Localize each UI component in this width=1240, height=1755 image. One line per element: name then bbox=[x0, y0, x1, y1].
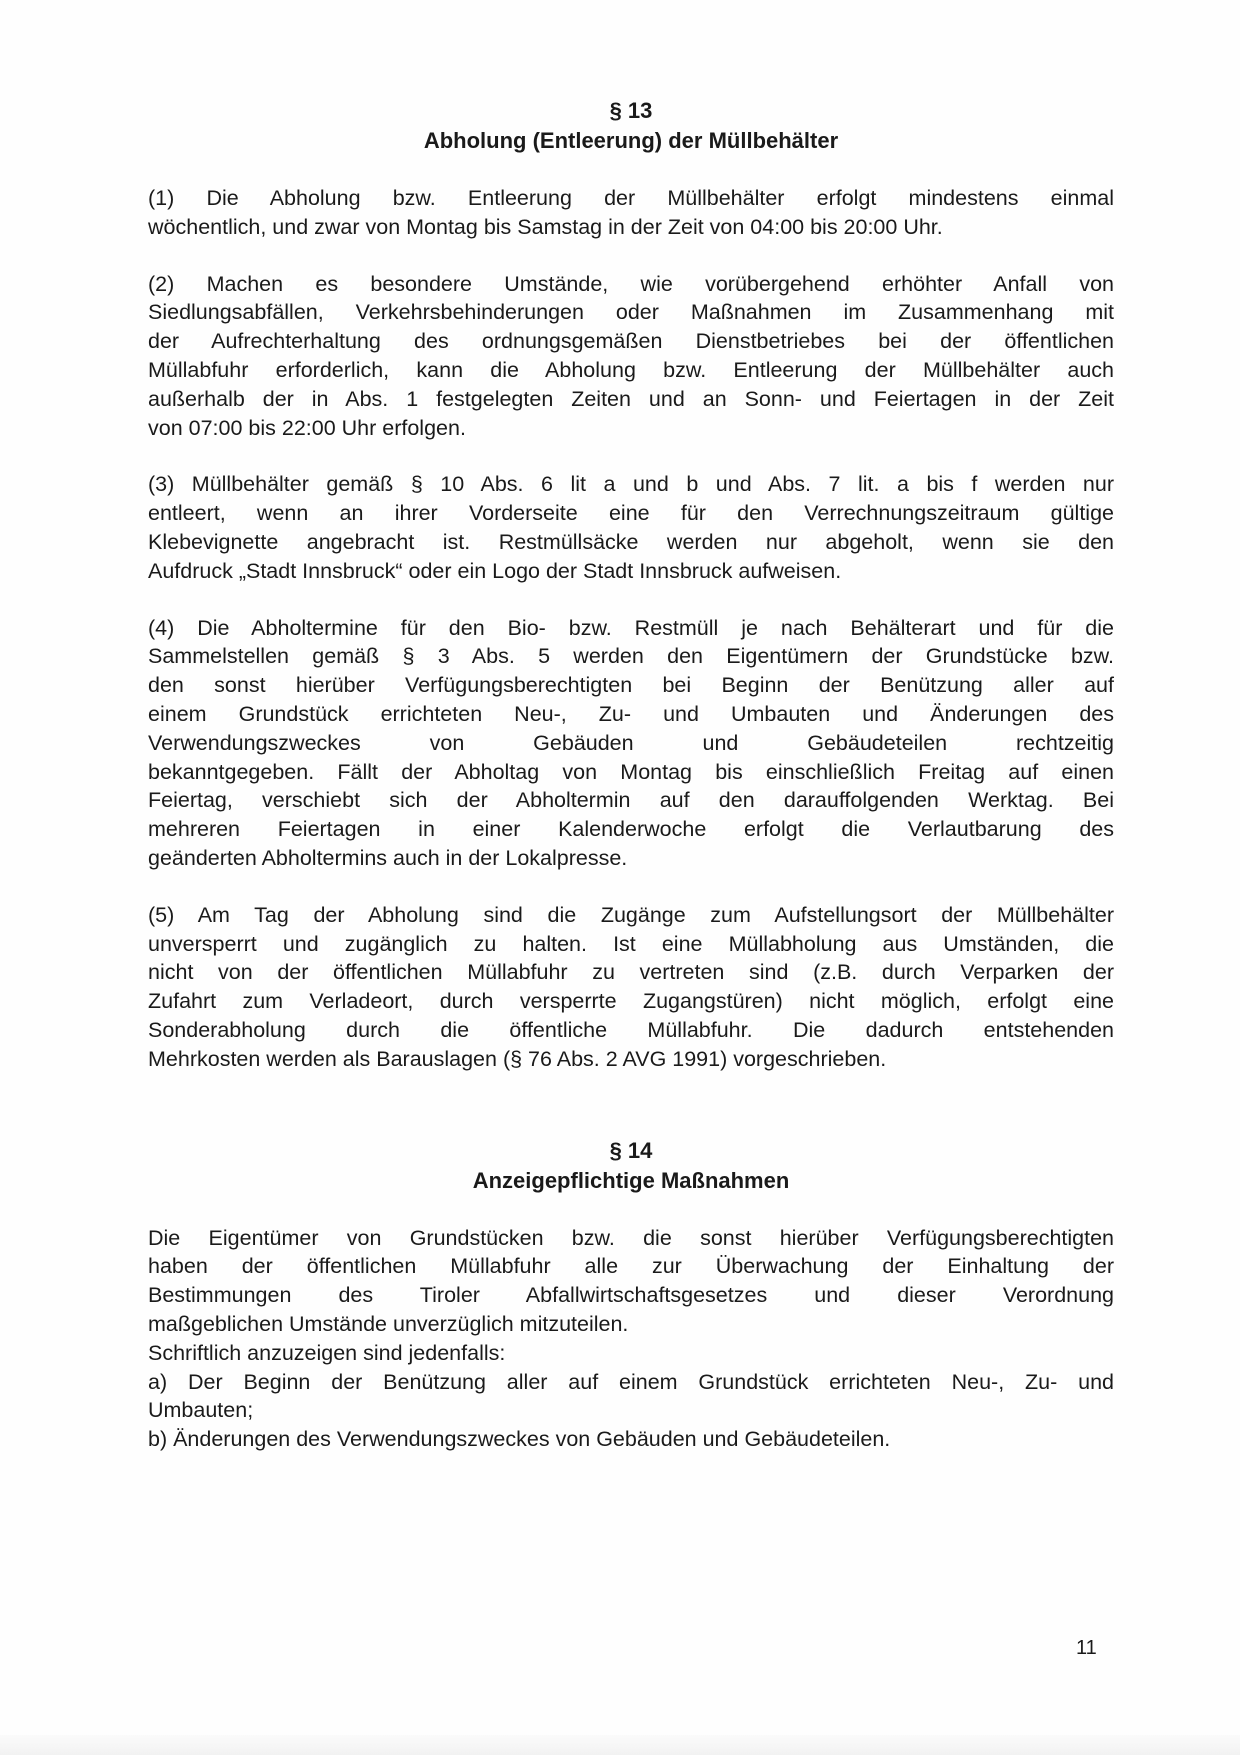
text-line: Aufdruck „Stadt Innsbruck“ oder ein Logo der Stadt Innsbruck aufweisen. bbox=[148, 558, 842, 583]
text-line: Siedlungsabfällen, Verkehrsbehinderungen oder Maßnahmen im Zusammenhang mit bbox=[148, 300, 1114, 325]
text-line: der Aufrechterhaltung des ordnungsgemäßen Dienstbetriebes bei der öffentlichen bbox=[148, 329, 1114, 354]
text-line: den sonst hierüber Verfügungsberechtigten bei Beginn der Benützung aller auf bbox=[148, 673, 1114, 698]
text-line: unversperrt und zugänglich zu halten. Ist eine Müllabholung aus Umständen, die bbox=[148, 931, 1114, 956]
text-line: Sammelstellen gemäß § 3 Abs. 5 werden den Eigentümern der Grundstücke bzw. bbox=[148, 644, 1114, 669]
section-number: § 13 bbox=[609, 98, 653, 123]
text-line: Klebevignette angebracht ist. Restmüllsäcke werden nur abgeholt, wenn sie den bbox=[148, 529, 1114, 554]
section-heading-13 bbox=[148, 96, 1114, 156]
text-line: maßgeblichen Umstände unverzüglich mitzuteilen. bbox=[148, 1311, 629, 1336]
text-line: haben der öffentlichen Müllabfuhr alle zur Überwachung der Einhaltung der bbox=[148, 1254, 1114, 1279]
text-line: Schriftlich anzuzeigen sind jedenfalls: bbox=[148, 1340, 506, 1365]
text-line: (2) Machen es besondere Umstände, wie vorübergehend erhöhter Anfall von bbox=[148, 271, 1114, 296]
section-heading-14 bbox=[148, 1136, 1114, 1196]
page-content bbox=[148, 96, 1114, 1454]
text-line: geänderten Abholtermins auch in der Lokalpresse. bbox=[148, 845, 628, 870]
text-line: Müllabfuhr erforderlich, kann die Abholung bzw. Entleerung der Müllbehälter auch bbox=[148, 357, 1114, 382]
text-line: Verwendungszweckes von Gebäuden und Gebäudeteilen rechtzeitig bbox=[148, 730, 1114, 755]
paragraph-13-5 bbox=[148, 901, 1114, 1074]
text-line: (4) Die Abholtermine für den Bio- bzw. Restmüll je nach Behälterart und für die bbox=[148, 615, 1114, 640]
list-item-b: b) Änderungen des Verwendungszweckes von Gebäuden und Gebäudeteilen. bbox=[148, 1427, 891, 1452]
paragraph-13-4 bbox=[148, 614, 1114, 873]
text-line: Die Eigentümer von Grundstücken bzw. die sonst hierüber Verfügungsberechtigten bbox=[148, 1225, 1114, 1250]
text-line: (3) Müllbehälter gemäß § 10 Abs. 6 lit a und b und Abs. 7 lit. a bis f werden nur bbox=[148, 472, 1114, 497]
page-number: 11 bbox=[1076, 1637, 1097, 1659]
text-line: Sonderabholung durch die öffentliche Müllabfuhr. Die dadurch entstehenden bbox=[148, 1017, 1114, 1042]
section-title: Anzeigepflichtige Maßnahmen bbox=[472, 1167, 790, 1193]
section-title: Abholung (Entleerung) der Müllbehälter bbox=[423, 128, 839, 153]
text-line: Feiertag, verschiebt sich der Abholtermin auf den darauffolgenden Werktag. Bei bbox=[148, 788, 1114, 813]
text-line: Mehrkosten werden als Barauslagen (§ 76 Abs. 2 AVG 1991) vorgeschrieben. bbox=[148, 1046, 887, 1071]
text-line: mehreren Feiertagen in einer Kalenderwoche erfolgt die Verlautbarung des bbox=[148, 817, 1114, 842]
paragraph-13-3 bbox=[148, 470, 1114, 585]
text-line: außerhalb der in Abs. 1 festgelegten Zeiten und an Sonn- und Feiertagen in der Zeit bbox=[148, 386, 1114, 411]
text-line: Zufahrt zum Verladeort, durch versperrte Zugangstüren) nicht möglich, erfolgt eine bbox=[148, 989, 1114, 1014]
text-line: bekanntgegeben. Fällt der Abholtag von Montag bis einschließlich Freitag auf einen bbox=[148, 759, 1114, 784]
scan-edge bbox=[0, 1735, 1240, 1755]
text-line: Umbauten; bbox=[148, 1398, 254, 1423]
text-line: wöchentlich, und zwar von Montag bis Samstag in der Zeit von 04:00 bis 20:00 Uhr. bbox=[148, 214, 943, 239]
text-line: von 07:00 bis 22:00 Uhr erfolgen. bbox=[148, 415, 466, 440]
text-line: nicht von der öffentlichen Müllabfuhr zu vertreten sind (z.B. durch Verparken der bbox=[148, 960, 1114, 985]
paragraph-13-2 bbox=[148, 270, 1114, 443]
text-line: einem Grundstück errichteten Neu-, Zu- und Umbauten und Änderungen des bbox=[148, 701, 1114, 726]
text-line: (5) Am Tag der Abholung sind die Zugänge zum Aufstellungsort der Müllbehälter bbox=[148, 902, 1114, 927]
paragraph-14 bbox=[148, 1224, 1114, 1454]
paragraph-13-1 bbox=[148, 184, 1114, 242]
section-number: § 14 bbox=[609, 1137, 653, 1163]
list-item-a: a) Der Beginn der Benützung aller auf einem Grundstück errichteten Neu-, Zu- und bbox=[148, 1369, 1114, 1394]
text-line: entleert, wenn an ihrer Vorderseite eine für den Verrechnungszeitraum gültige bbox=[148, 501, 1114, 526]
text-line: Bestimmungen des Tiroler Abfallwirtschaftsgesetzes und dieser Verordnung bbox=[148, 1283, 1114, 1308]
text-line: (1) Die Abholung bzw. Entleerung der Müllbehälter erfolgt mindestens einmal bbox=[148, 186, 1114, 210]
